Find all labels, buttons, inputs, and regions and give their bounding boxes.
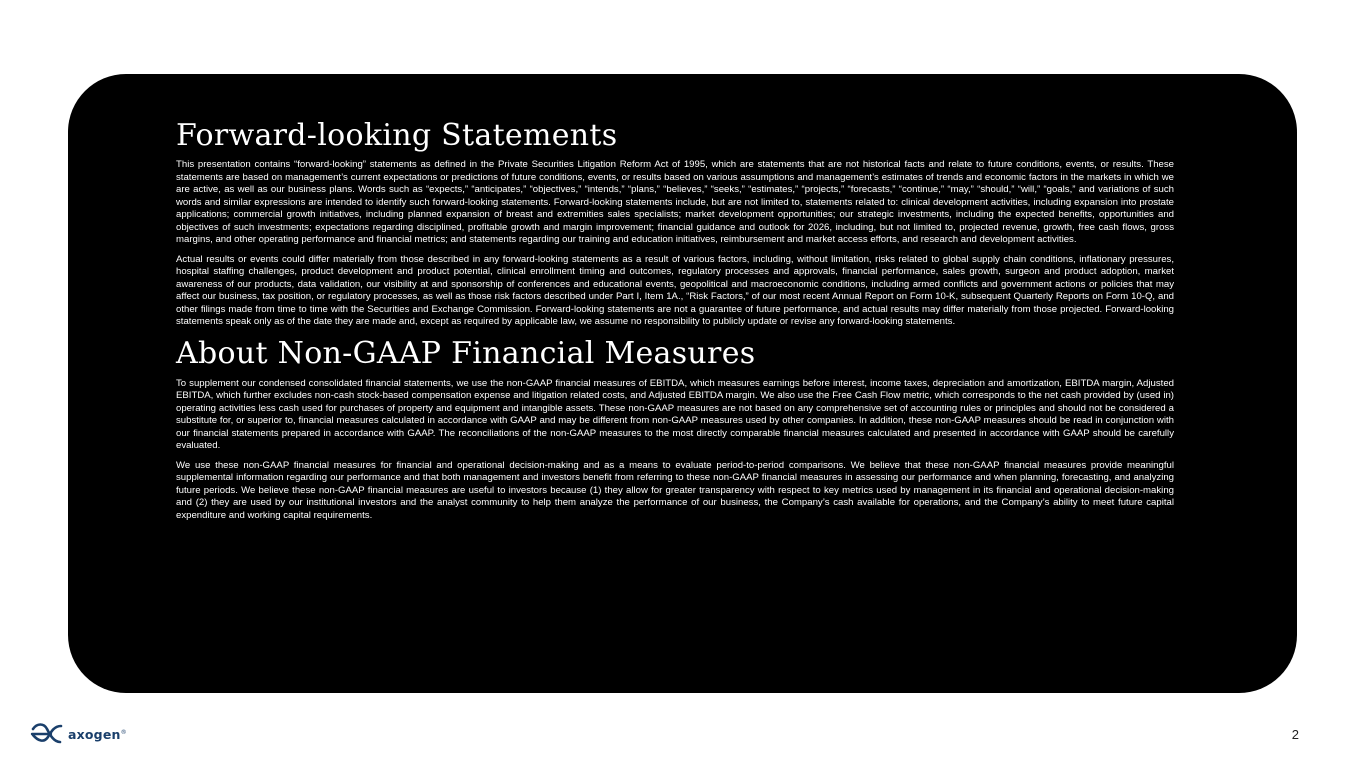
section-title-forward-looking: Forward-looking Statements — [176, 118, 618, 153]
axogen-logo-mark-icon — [30, 720, 64, 748]
axogen-logo — [30, 719, 140, 749]
section-title-non-gaap: About Non-GAAP Financial Measures — [176, 335, 756, 371]
non-gaap-paragraph-1: To supplement our condensed consolidated financial statements, we use the non-GAAP financial measures of EBITDA, which measures earnings before interest, income taxes, depreciation and amortization, EBITDA margin, Adjusted EBITDA, which further excludes non-cash stock-based compensation expense and litigation related costs, and Adjusted EBITDA margin. We also use the Free Cash Flow metric, which corresponds to the net cash provided by (used in) operating activities less cash used for purchases of property and equipment and intangible assets. These non-GAAP measures are not based on any comprehensive set of accounting rules or principles and should not be considered a substitute for, or superior to, financial measures calculated in accordance with GAAP and may be different from non-GAAP measures used by other companies. In addition, these non-GAAP measures should be read in conjunction with our financial statements prepared in accordance with GAAP. The reconciliations of the non-GAAP measures to the most directly comparable financial measures calculated and presented in accordance with GAAP should be carefully evaluated. — [176, 377, 1174, 451]
non-gaap-paragraph-2: We use these non-GAAP financial measures for financial and operational decision-making and as a means to evaluate period-to-period comparisons. We believe that these non-GAAP financial measures provide meaningful supplemental information regarding our performance and that both management and investors benefit from referring to these non-GAAP financial measures in assessing our performance and when planning, forecasting, and analyzing future periods. We believe these non-GAAP financial measures are useful to investors because (1) they allow for greater transparency with respect to key metrics used by management in its financial and operational decision-making and (2) they are used by our institutional investors and the analyst community to help them analyze the performance of our business, the Company’s cash available for operations, and the Company’s ability to meet future capital expenditure and working capital requirements. — [176, 459, 1174, 521]
logo-wordmark-text: axogen — [68, 726, 121, 742]
forward-looking-paragraph-2: Actual results or events could differ materially from those described in any forward-looking statements as a result of various factors, including, without limitation, risks related to global supply chain conditions, inflationary pressures, hospital staffing challenges, product development and product potential, clinical enrollment timing and outcomes, regulatory processes and approvals, financial performance, sales growth, surgeon and product adoption, market awareness of our products, data validation, our visibility at and sponsorship of conferences and educational events, geopolitical and macroeconomic conditions, including armed conflicts and government actions or policies that may affect our business, tax position, or regulatory processes, as well as those risk factors described under Part I, Item 1A., “Risk Factors,” of our most recent Annual Report on Form 10-K, subsequent Quarterly Reports on Form 10-Q, and other filings made from time to time with the Securities and Exchange Commission. Forward-looking statements are not a guarantee of future performance, and actual results may differ materially from those projected. Forward-looking statements speak only as of the date they are made and, except as required by applicable law, we assume no responsibility to publicly update or revise any forward-looking statements. — [176, 253, 1174, 327]
page-number: 2 — [1291, 727, 1299, 742]
logo-registered-mark: ® — [120, 728, 127, 736]
logo-wordmark — [68, 727, 127, 742]
slide-content — [176, 118, 1174, 529]
forward-looking-paragraph-1: This presentation contains “forward-looking” statements as defined in the Private Securities Litigation Reform Act of 1995, which are statements that are not historical facts and relate to future conditions, events, or results. These statements are based on management’s current expectations or predictions of future conditions, events, or results based on various assumptions and management’s estimates of trends and economic factors in the markets in which we are active, as well as our business plans. Words such as “expects,” “anticipates,” “objectives,” “intends,” “plans,” “believes,” “seeks,” “estimates,” “projects,” “forecasts,” “continue,” “may,” “should,” “will,” “goals,” and variations of such words and similar expressions are intended to identify such forward-looking statements. Forward-looking statements include, but are not limited to, statements related to: clinical development activities, including expansion into prostate applications; commercial growth initiatives, including planned expansion of breast and extremities sales specialists; market development opportunities; our strategic investments, including the expected benefits, opportunities and objectives of such investments; expectations regarding disciplined, profitable growth and margin improvement; financial guidance and outlook for 2026, including, but not limited to, projected revenue, growth, free cash flows, gross margins, and other operating performance and financial metrics; and statements regarding our training and education initiatives, reimbursement and market access efforts, and research and development activities. — [176, 159, 1174, 245]
